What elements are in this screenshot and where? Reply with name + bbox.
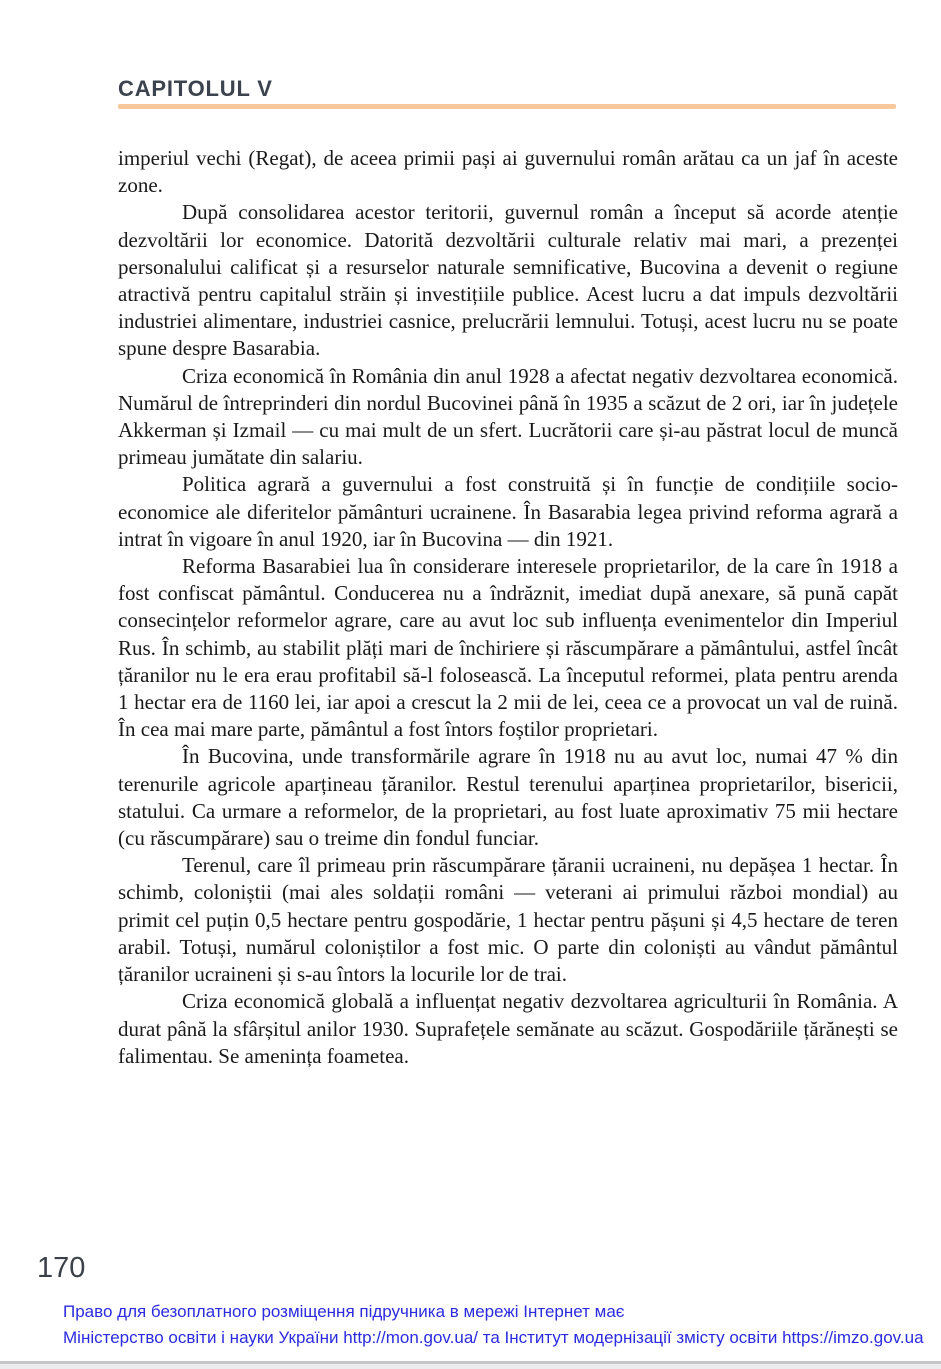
paragraph: În Bucovina, unde transformările agrare în 1918 nu au avut loc, numai 47 % din terenurile agricole aparțineau țăranilor. Restul terenului aparținea proprietarilor, bisericii, statului. Ca urmare a reformelor, de la proprietari, au fost luate aproximativ 75 mii hectare (cu răscumpărare) sau o treime din fondul funciar. bbox=[118, 744, 898, 851]
paragraph: Terenul, care îl primeau prin răscumpărare țăranii ucraineni, nu depășea 1 hectar. În schimb, coloniștii (mai ales soldații români — veterani ai primului război mondial) au primit cel puțin 0,5 hectare pentru gospodărie, 1 hectar pentru pășuni și 4,5 hectare de teren arabil. Totuși, numărul coloniștilor a fost mic. O parte din coloniști au vândut pământul țăranilor ucraineni și s-au întors la locurile lor de trai. bbox=[118, 853, 898, 987]
bottom-scan-bar bbox=[0, 1361, 941, 1369]
paragraph: După consolidarea acestor teritorii, guvernul român a început să acorde atenție dezvoltării lor economice. Datorită dezvoltării culturale relativ mai mari, a prezenței personalului calificat și a resurselor naturale semnificative, Bucovina a devenit o regiune atractivă pentru capitalul străin și investițiile publice. Acest lucru a dat impuls dezvoltării industriei alimentare, industriei casnice, prelucrării lemnului. Totuși, acest lucru nu se poate spune despre Basarabia. bbox=[118, 200, 898, 361]
paragraph: Politica agrară a guvernului a fost construită și în funcție de condițiile socio-economice ale diferitelor pământuri ucrainene. În Basarabia legea privind reforma agrară a intrat în vigoare în anul 1920, iar în Bucovina — din 1921. bbox=[118, 472, 898, 551]
license-footer bbox=[63, 1299, 924, 1351]
body-text bbox=[118, 145, 898, 1070]
license-line-2: Міністерство освіти і науки України http://mon.gov.ua/ та Інститут модернізації змісту освіти https://imzo.gov.ua bbox=[63, 1328, 924, 1347]
paragraph: imperiul vechi (Regat), de aceea primii pași ai guvernului român arătau ca un jaf în aceste zone. bbox=[118, 146, 898, 198]
chapter-heading: CAPITOLUL V bbox=[118, 76, 273, 101]
paragraph: Criza economică globală a influențat negativ dezvoltarea agriculturii în România. A durat până la sfârșitul anilor 1930. Suprafețele semănate au scăzut. Gospodăriile țărănești se falimentau. Se amenința foametea. bbox=[118, 989, 898, 1068]
page-number: 170 bbox=[37, 1252, 86, 1284]
paragraph: Reforma Basarabiei lua în considerare interesele proprietarilor, de la care în 1918 a fost confiscat pământul. Conducerea nu a îndrăznit, imediat după anexare, să pună capăt consecințelor reformelor agrare, care au avut loc sub influența evenimentelor din Imperiul Rus. În schimb, au stabilit plăți mari de închiriere și răscumpărare a pământului, astfel încât țăranilor nu le era erau profitabil să-l folosească. La începutul reformei, plata pentru arenda 1 hectar era de 1160 lei, iar apoi a crescut la 2 mii de lei, ceea ce a provocat un val de ruină. În cea mai mare parte, pământul a fost întors foștilor proprietari. bbox=[118, 554, 898, 742]
heading-rule-divider bbox=[118, 104, 896, 109]
paragraph: Criza economică în România din anul 1928 a afectat negativ dezvoltarea economică. Numărul de întreprinderi din nordul Bucovinei până în 1935 a scăzut de 2 ori, iar în județele Akkerman și Izmail — cu mai mult de un sfert. Lucrătorii care și-au păstrat locul de muncă primeau jumătate din salariu. bbox=[118, 363, 898, 470]
license-line-1: Право для безоплатного розміщення підручника в мережі Інтернет має bbox=[63, 1302, 625, 1321]
